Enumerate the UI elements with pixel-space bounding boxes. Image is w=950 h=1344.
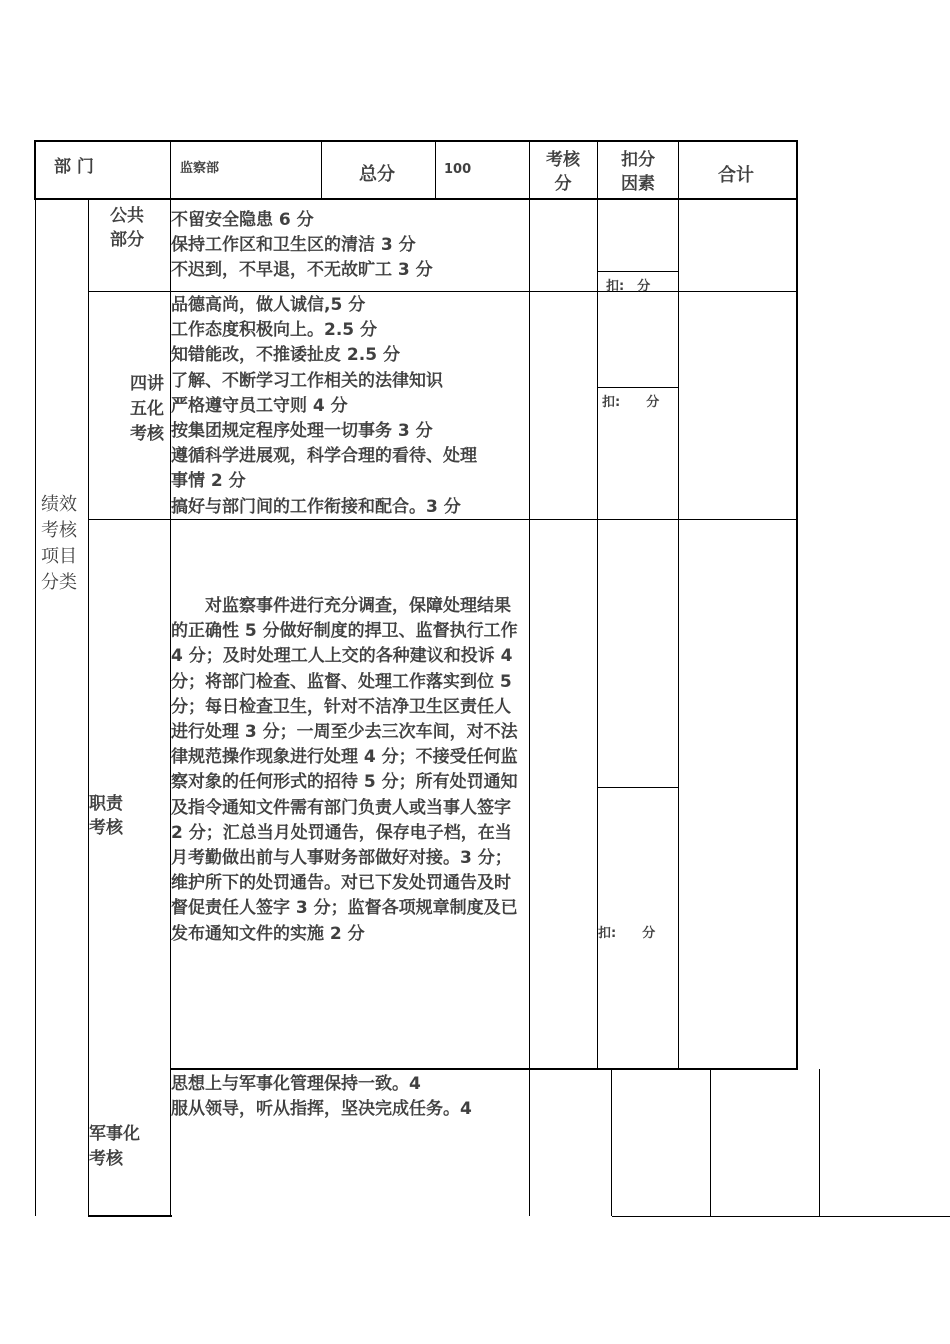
column-divider [710, 1069, 711, 1216]
dept-label: 部 门 [54, 157, 94, 177]
table-left-border [34, 140, 36, 200]
four-five-item: 事情 2 分 [171, 471, 246, 492]
four-five-item: 工作态度积极向上。2.5 分 [171, 320, 378, 341]
public-item: 保持工作区和卫生区的清洁 3 分 [171, 235, 416, 256]
four-five-item: 遵循科学进展观，科学合理的看待、处理 [171, 446, 477, 467]
four-five-item: 知错能改，不推诿扯皮 2.5 分 [171, 345, 400, 366]
cell-divider [598, 387, 678, 388]
four-five-item: 了解、不断学习工作相关的法律知识 [171, 370, 443, 391]
table-top-border [34, 140, 798, 142]
column-divider [678, 140, 679, 1069]
total-label: 总分 [359, 164, 395, 185]
duty-deduct: 扣: 分 [598, 926, 656, 941]
duty-section-label: 职责 考核 [89, 794, 123, 838]
row-divider [170, 1068, 798, 1070]
column-divider [819, 1069, 820, 1216]
category-label: 绩效 考核 项目 分类 [41, 494, 77, 593]
column-divider [529, 140, 530, 1216]
sum-header: 合计 [718, 165, 754, 186]
row-divider [612, 1216, 950, 1217]
deduct-factor-header: 扣分 因素 [621, 150, 655, 194]
duty-text: 对监察事件进行充分调查，保障处理结果的正确性 5 分做好制度的捍卫、监督执行工作 4 分；及时处理工人上交的各种建议和投诉 4 分；将部门检查、监督、处理工作落实到位 5 分；每日检查卫生，针对不洁净卫生区责任人进行处理 3 分；一周至少去三次车间，对不法律规范操作现象进行处理 4 分；不接受任何监察对象的任何形式的招待 5 分；所有处罚通知及指令通知文件需有部门负责人或当事人签字 2 分；汇总当月处罚通告，保存电子档，在当月考勤做出前与人事财务部做好对接。3 分；维护所下的处罚通告。对已下发处罚通告及时督促责任人签字 3 分；监督各项规章制度及已发布通知文件的实施 2 分 [171, 596, 524, 944]
header-bottom-border [34, 198, 798, 200]
column-divider [435, 140, 436, 198]
row-divider [88, 1215, 172, 1217]
table-left-border [35, 200, 36, 1216]
cell-divider [598, 787, 678, 788]
table-right-border [796, 140, 798, 1069]
military-items [171, 1072, 472, 1122]
public-item: 不留安全隐患 6 分 [171, 210, 314, 230]
four-five-items [171, 293, 477, 520]
dept-value: 监察部 [180, 161, 220, 176]
public-item: 不迟到，不早退，不无故旷工 3 分 [171, 260, 433, 281]
cell-divider [598, 271, 678, 272]
public-items [171, 208, 433, 284]
military-section-label: 军事化 考核 [89, 1124, 140, 1169]
column-divider [88, 200, 89, 1216]
four-five-item: 严格遵守员工守则 4 分 [171, 395, 348, 416]
total-value: 100 [444, 162, 472, 177]
public-section-label: 公共 部分 [110, 206, 144, 250]
four-five-item: 品德高尚，做人诚信,5 分 [171, 295, 366, 315]
four-five-section-label: 四讲 五化 考核 [130, 374, 164, 444]
public-deduct: 扣: 分 [606, 279, 651, 294]
score-header: 考核 分 [546, 150, 580, 194]
military-item: 思想上与军事化管理保持一致。4 [171, 1074, 421, 1094]
four-five-deduct: 扣: 分 [602, 395, 660, 410]
four-five-item: 搞好与部门间的工作衔接和配合。3 分 [171, 496, 461, 517]
column-divider [321, 140, 322, 198]
column-divider [611, 1069, 612, 1216]
military-item: 服从领导，听从指挥，坚决完成任务。4 [171, 1099, 472, 1120]
row-divider [88, 291, 798, 292]
four-five-item: 按集团规定程序处理一切事务 3 分 [171, 420, 433, 441]
